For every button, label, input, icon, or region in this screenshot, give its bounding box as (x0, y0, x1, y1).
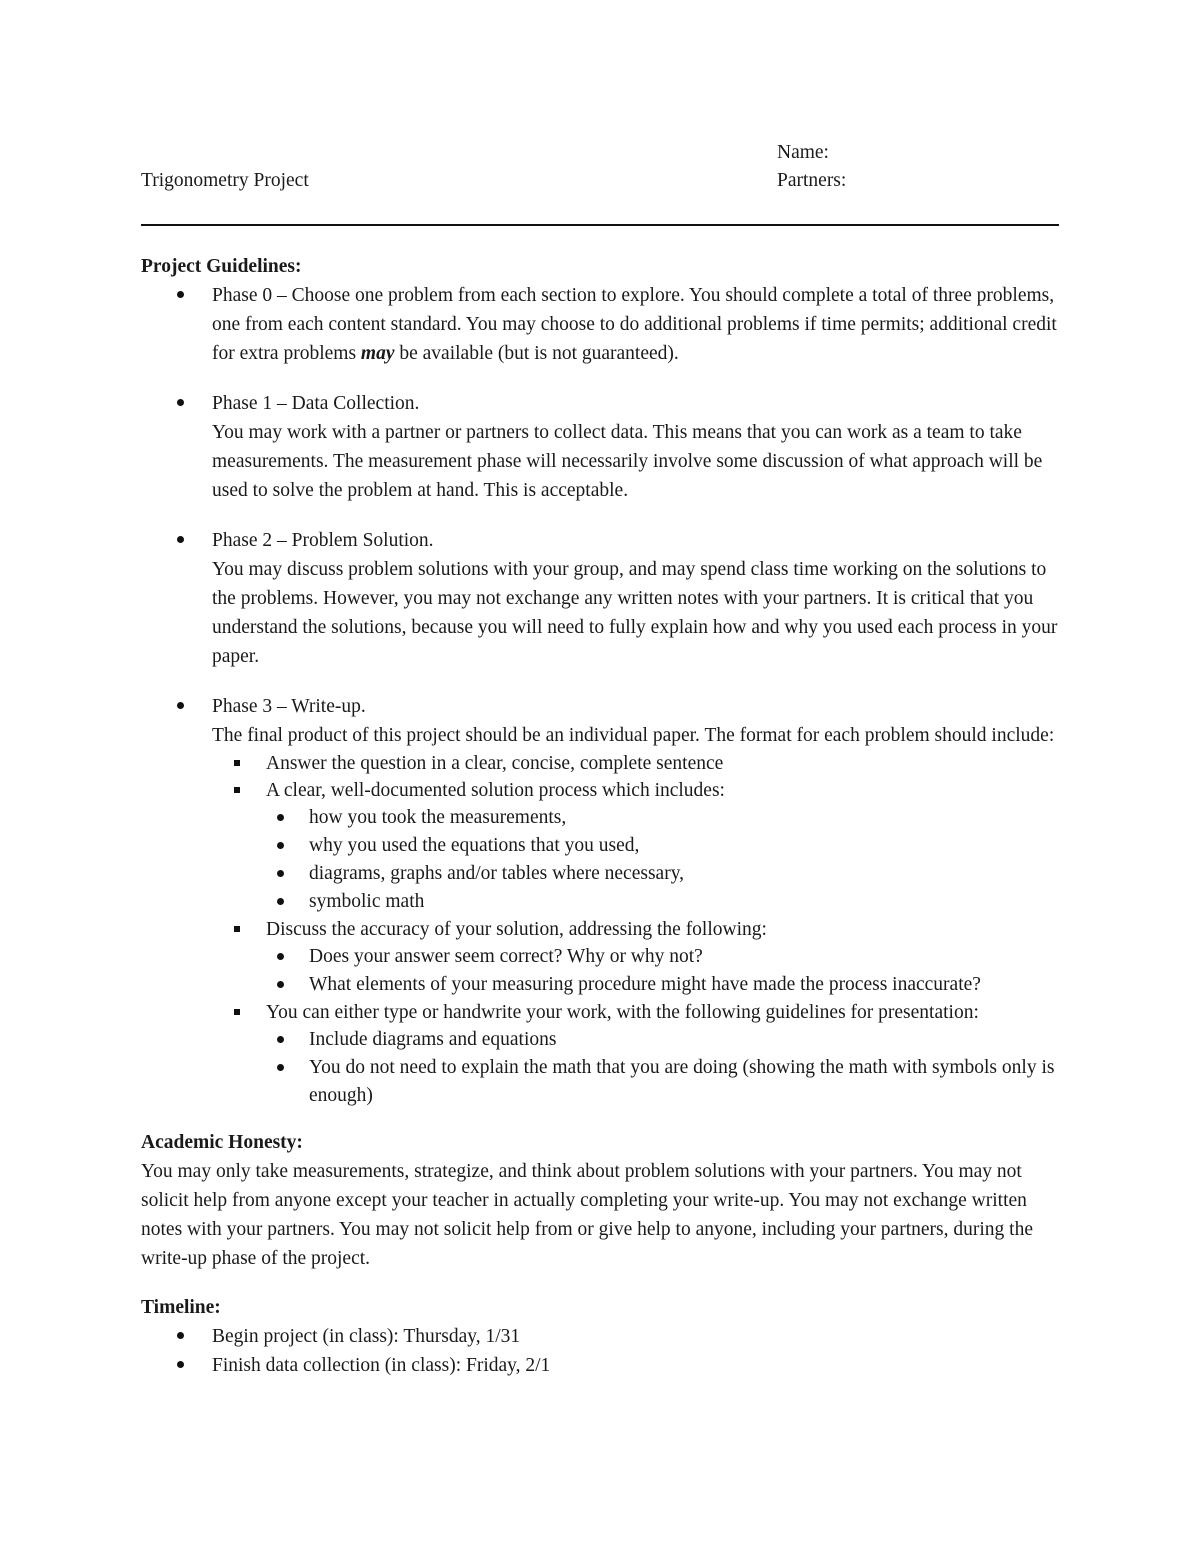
accuracy-subitems (266, 943, 1059, 999)
writeup-item-accuracy (266, 916, 1059, 999)
subitem: Include diagrams and equations (309, 1026, 1059, 1054)
phase-1-title: Phase 1 – Data Collection. (212, 393, 420, 414)
writeup-item-text: A clear, well-documented solution process which includes: (266, 780, 725, 801)
honesty-heading: Academic Honesty: (141, 1132, 303, 1153)
solution-subitems (266, 804, 1059, 916)
document-body (141, 252, 1059, 1380)
timeline-item: Finish data collection (in class): Friday, 2/1 (212, 1351, 1059, 1380)
guidelines-heading: Project Guidelines: (141, 256, 302, 277)
phase-2-title: Phase 2 – Problem Solution. (212, 530, 434, 551)
writeup-item-presentation (266, 999, 1059, 1110)
timeline-list (141, 1322, 1059, 1380)
writeup-item-text: Discuss the accuracy of your solution, addressing the following: (266, 919, 767, 940)
writeup-item-solution (266, 777, 1059, 916)
subitem: What elements of your measuring procedure might have made the process inaccurate? (309, 971, 1059, 999)
phase-2-item (212, 526, 1059, 671)
writeup-requirements-list (212, 750, 1059, 1110)
honesty-body: You may only take measurements, strategize, and think about problem solutions with your partners. You may not solicit help from anyone except your teacher in actually completing your write-up. You may not exchange written notes with your partners. You may not solicit help from or give help to anyone, including your partners, during the write-up phase of the project. (141, 1161, 1033, 1269)
header-divider (141, 224, 1059, 226)
phase-0-emphasis: may (360, 343, 395, 364)
phase-2-body: You may discuss problem solutions with your group, and may spend class time working on the solutions to the problems. However, you may not exchange any written notes with your partners. It is critical that you understand the solutions, because you will need to fully explain how and why you used each process in your paper. (212, 559, 1058, 667)
phase-3-body: The final product of this project should be an individual paper. The format for each problem should include: (212, 725, 1055, 746)
timeline-item: Begin project (in class): Thursday, 1/31 (212, 1322, 1059, 1351)
writeup-item-text: You can either type or handwrite your work, with the following guidelines for presentation: (266, 1002, 979, 1023)
phase-1-item (212, 389, 1059, 505)
name-label: Name: (777, 142, 829, 163)
subitem: diagrams, graphs and/or tables where necessary, (309, 860, 1059, 888)
phase-1-body: You may work with a partner or partners to collect data. This means that you can work as a team to take measurements. The measurement phase will necessarily involve some discussion of what approach will be used to solve the problem at hand. This is acceptable. (212, 422, 1043, 501)
phase-0-text-end: be available (but is not guaranteed). (394, 343, 679, 364)
phase-0-text: Phase 0 – Choose one problem from each section to explore. You should complete a total of three problems, one from each content standard. You may choose to do additional problems if time permits; additional credit for extra problems (212, 285, 1057, 364)
partners-label: Partners: (777, 170, 847, 191)
timeline-heading: Timeline: (141, 1297, 221, 1318)
writeup-item-answer (266, 750, 1059, 777)
phase-3-item (212, 692, 1059, 1110)
subitem: Does your answer seem correct? Why or why not? (309, 943, 1059, 971)
phase-3-title: Phase 3 – Write-up. (212, 696, 366, 717)
writeup-item-text: Answer the question in a clear, concise, complete sentence (266, 753, 724, 774)
document-title: Trigonometry Project (141, 170, 309, 191)
subitem: You do not need to explain the math that you are doing (showing the math with symbols only is enough) (309, 1054, 1059, 1110)
presentation-subitems (266, 1026, 1059, 1110)
subitem: symbolic math (309, 888, 1059, 916)
phase-0-item (212, 281, 1059, 368)
subitem: why you used the equations that you used, (309, 832, 1059, 860)
subitem: how you took the measurements, (309, 804, 1059, 832)
guidelines-list (141, 281, 1059, 1110)
